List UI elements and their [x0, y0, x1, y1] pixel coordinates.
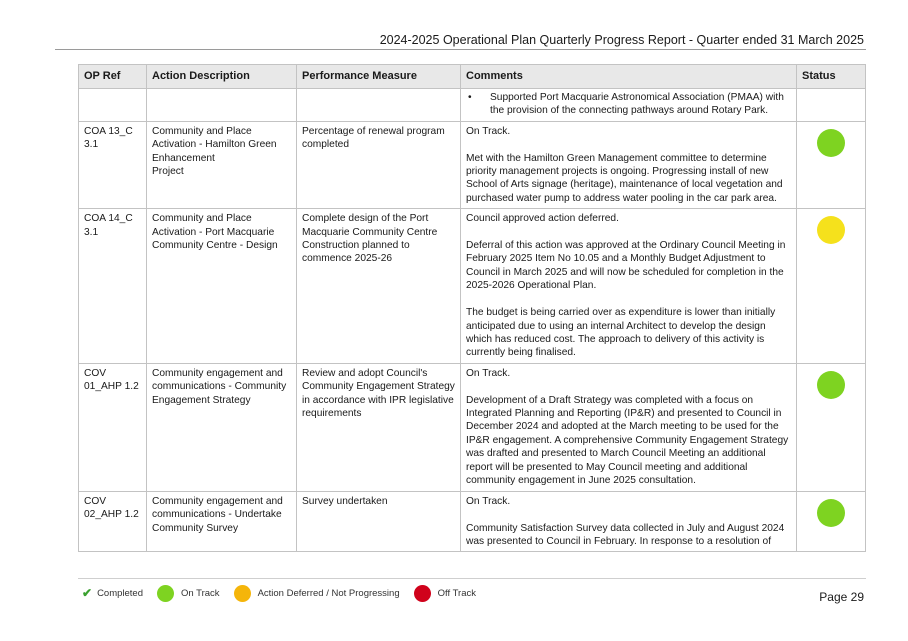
op-ref-cell: COV 01_AHP 1.2: [79, 363, 147, 491]
column-header-op-ref: OP Ref: [79, 65, 147, 89]
op-ref-cell: COA 13_C 3.1: [79, 121, 147, 208]
header-divider: [55, 49, 866, 50]
status-cell: [797, 209, 866, 363]
status-legend: [78, 578, 866, 607]
op-ref-cell: COA 14_C 3.1: [79, 209, 147, 363]
table-row: [79, 89, 866, 122]
legend-label: Off Track: [437, 587, 476, 599]
column-header-action-description: Action Description: [147, 65, 297, 89]
page-number: Page 29: [819, 590, 864, 604]
legend-item-deferred: [234, 585, 400, 602]
table-row: [79, 121, 866, 208]
legend-label: Action Deferred / Not Progressing: [257, 587, 400, 599]
bullet-icon: •: [468, 92, 472, 103]
column-header-status: Status: [797, 65, 866, 89]
action-cell: Community engagement and communications - Undertake Community Survey: [147, 491, 297, 552]
comments-cell: [461, 89, 797, 122]
comments-cell: On Track. Development of a Draft Strategy was completed with a focus on Integrated Planning and Reporting (IP&R) and presented to Council in December 2024 and adopted at the March meeting to be used for the IP&R engagement. A comprehensive Community Engagement Strategy was drafted and presented to March Council Meeting an additional report will be presented to May Council meeting and additional community engagement in June 2025 consultation.: [461, 363, 797, 491]
table-row: [79, 491, 866, 552]
report-title: 2024-2025 Operational Plan Quarterly Progress Report - Quarter ended 31 March 2025: [379, 33, 864, 47]
table-row: [79, 363, 866, 491]
legend-item-off-track: [414, 585, 476, 602]
deferred-status-icon: [817, 216, 845, 244]
status-cell: [797, 89, 866, 122]
measure-cell: Survey undertaken: [297, 491, 461, 552]
on-track-status-icon: [817, 371, 845, 399]
table-header-row: [79, 65, 866, 89]
comments-cell: Council approved action deferred. Deferral of this action was approved at the Ordinary Council Meeting in February 2025 Item No 10.05 and a Monthly Budget Adjustment to Council in March 2025 and will now be scheduled for completion in the 2025-2026 Operational Plan. The budget is being carried over as expenditure is lower than initially anticipated due to using an internal Architect to develop the design which has reduced cost. The approach to delivery of this activity is currently being finalised.: [461, 209, 797, 363]
status-cell: [797, 363, 866, 491]
action-cell: [147, 89, 297, 122]
op-ref-cell: COV 02_AHP 1.2: [79, 491, 147, 552]
measure-cell: Review and adopt Council's Community Engagement Strategy in accordance with IPR legislative requirements: [297, 363, 461, 491]
table-row: [79, 209, 866, 363]
measure-cell: Complete design of the Port Macquarie Community Centre Construction planned to commence 2025-26: [297, 209, 461, 363]
on-track-status-icon: [817, 499, 845, 527]
check-icon: ✔: [82, 586, 93, 600]
on-track-status-icon: [817, 129, 845, 157]
red-dot-icon: [414, 585, 431, 602]
action-cell: Community and Place Activation - Hamilton Green Enhancement Project: [147, 121, 297, 208]
column-header-comments: Comments: [461, 65, 797, 89]
column-header-performance-measure: Performance Measure: [297, 65, 461, 89]
measure-cell: Percentage of renewal program completed: [297, 121, 461, 208]
legend-label: On Track: [181, 587, 220, 599]
green-dot-icon: [157, 585, 174, 602]
legend-label: Completed: [97, 587, 144, 599]
legend-item-completed: [78, 586, 143, 600]
status-cell: [797, 121, 866, 208]
op-ref-cell: [79, 89, 147, 122]
comments-cell: On Track. Met with the Hamilton Green Management committee to determine priority management projects is ongoing. Progressing install of new School of Arts signage (heritage), maintenance of local vegetation and purchased water pump to address water pooling in the car park area.: [461, 121, 797, 208]
measure-cell: [297, 89, 461, 122]
legend-item-on-track: [157, 585, 220, 602]
action-cell: Community and Place Activation - Port Macquarie Community Centre - Design: [147, 209, 297, 363]
status-cell: [797, 491, 866, 552]
comment-bullet: • Supported Port Macquarie Astronomical Association (PMAA) with the provision of the connecting pathways around Rotary Park.: [468, 92, 784, 117]
comments-cell: On Track. Community Satisfaction Survey data collected in July and August 2024 was presented to Council in February. In response to a resolution of: [461, 491, 797, 552]
action-cell: Community engagement and communications - Community Engagement Strategy: [147, 363, 297, 491]
operational-plan-table: [78, 64, 866, 552]
orange-dot-icon: [234, 585, 251, 602]
